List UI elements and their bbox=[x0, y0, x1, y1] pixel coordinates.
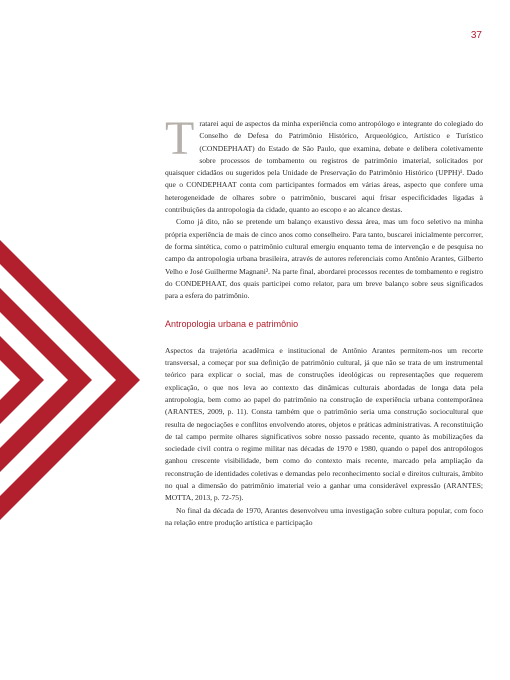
section-paragraph-2: No final da década de 1970, Arantes desenvolveu uma investigação sobre cultura popular, com foco na relação entre produção artística e participação bbox=[165, 505, 483, 527]
section-heading: Antropologia urbana e patrimônio bbox=[165, 319, 299, 330]
section-paragraph-1: Aspectos da trajetória acadêmica e institucional de Antônio Arantes permitem-nos um recorte transversal, a começar por sua definição de patrimônio cultural, já que não se trata de um instrumental teórico para explicar o social, mas de construções ideológicas ou representações que requerem explicação, o que nos leva ao contexto das dinâmicas culturais abordadas de longa data pela antropologia, bem como ao papel do patrimônio na construção de experiência urbana contemporânea (ARANTES, 2009, p. 11). Consta também que o patrimônio seria uma construção sociocultural que resulta de negociações e conflitos envolvendo atores, objetos e práticas administrativas. A reconstituição de tal campo permite olhares significativos sobre nosso passado recente, quanto às mobilizações da sociedade civil contra o regime militar nas décadas de 1970 e 1980, quando o papel dos antropólogos ganhou crescente visibilidade, bem como do contexto mais recente, marcado pela ampliação da reconstrução de identidades coletivas e demandas pelo reconhecimento social e direitos culturais, âmbito no qual a dimensão do patrimônio imaterial veio a ganhar uma considerável expressão (ARANTES; MOTTA, 2013, p. 72-75). bbox=[165, 345, 483, 503]
intro-paragraph-2: Como já dito, não se pretende um balanço exaustivo dessa área, mas um foco seletivo na minha própria experiência de mais de cinco anos como conselheiro. Para tanto, buscarei inicialmente percorrer, de forma sintética, como o patrimônio cultural emergiu enquanto tema de intervenção e de pesquisa no campo da antropologia urbana brasileira, através de autores referenciais como Antônio Arantes, Gilberto Velho e José Guilherme Magnani². Na parte final, abordarei processos recentes de tombamento e registro do CONDEPHAAT, dos quais participei como relator, para um breve balanço sobre seus significados para a esfera do patrimônio. bbox=[165, 217, 483, 301]
drop-cap: T bbox=[165, 112, 195, 165]
intro-paragraph-1-text: ratarei aqui de aspectos da minha experiência como antropólogo e integrante do colegiado do Conselho de Defesa do Patrimônio Histórico, Arqueológico, Artístico e Turístico (CONDEPHAAT) do Estado de São Paulo, que examina, debate e delibera coletivamente sobre processos de tombamento ou registros de patrimônio imaterial, solicitados por quaisquer cidadãos ou sugeridos pela Unidade de Preservação do Patrimônio Histórico (UPPH)¹. Dado que o CONDEPHAAT conta com participantes formados em várias áreas, aspecto que confere uma heterogeneidade de olhares sobre o patrimônio, buscarei aqui frisar especificidades ligadas à contribuições da antropologia da cidade, quanto ao escopo e ao alcance destas. bbox=[165, 119, 483, 215]
page-number: 37 bbox=[470, 30, 482, 41]
chevron-pattern-decoration bbox=[0, 0, 150, 680]
intro-paragraph-1 bbox=[165, 112, 483, 216]
article-body bbox=[165, 112, 483, 529]
chevron-stripe bbox=[0, 0, 140, 680]
